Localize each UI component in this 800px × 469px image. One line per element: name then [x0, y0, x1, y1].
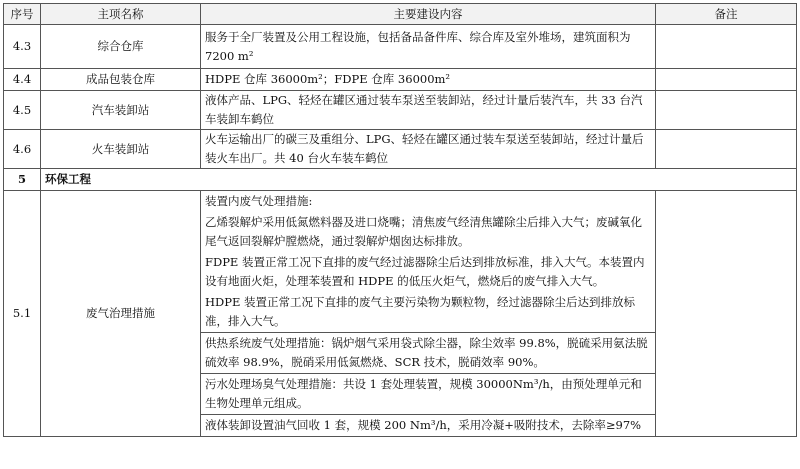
header-name: 主项名称 [41, 4, 201, 25]
header-content: 主要建设内容 [201, 4, 656, 25]
row-name: 汽车装卸站 [41, 91, 201, 130]
row-name: 成品包装仓库 [41, 69, 201, 91]
measure-block-loading [201, 414, 655, 436]
measure-no: 5.1 [4, 191, 41, 437]
measure-name: 废气治理措施 [41, 191, 201, 437]
section-title: 环保工程 [41, 169, 797, 191]
table-row [4, 91, 797, 130]
measure-block-plant [201, 191, 655, 332]
measure-block-sewage [201, 373, 655, 414]
measure-line: FDPE 装置正常工况下直排的废气经过滤器除尘后达到排放标准，排入大气。本装置内设有地面火炬，处理苯装置和 HDPE 的低压火炬气，燃烧后的废气排入大气。 [205, 255, 645, 288]
row-remark [656, 91, 797, 130]
row-name: 综合仓库 [41, 25, 201, 69]
table-row [4, 130, 797, 169]
row-remark [656, 25, 797, 69]
row-no: 4.5 [4, 91, 41, 130]
construction-content-table [3, 3, 797, 437]
measure-remark [656, 191, 797, 437]
row-name: 火车装卸站 [41, 130, 201, 169]
section-row [4, 169, 797, 191]
measure-line: 液体装卸设置油气回收 1 套，规模 200 Nm³/h，采用冷凝+吸附技术，去除率≥97% [205, 418, 642, 432]
row-remark [656, 69, 797, 91]
row-content: 液体产品、LPG、轻烃在罐区通过装车泵送至装卸站，经过计量后装汽车，共 33 台汽车装卸车鹤位 [201, 91, 656, 130]
row-content: 服务于全厂装置及公用工程设施，包括备品备件库、综合库及室外堆场，建筑面积为7200 m² [201, 25, 656, 69]
table-row [4, 69, 797, 91]
row-content: 火车运输出厂的碳三及重组分、LPG、轻烃在罐区通过装车泵送至装卸站，经过计量后装火车出厂。共 40 台火车装车鹤位 [201, 130, 656, 169]
row-no: 4.4 [4, 69, 41, 91]
header-no: 序号 [4, 4, 41, 25]
measure-row [4, 191, 797, 437]
measure-line: 装置内废气处理措施: [205, 194, 313, 208]
table-header-row [4, 4, 797, 25]
measure-block-heating [201, 332, 655, 373]
row-no: 4.3 [4, 25, 41, 69]
row-content: HDPE 仓库 36000m²；FDPE 仓库 36000m² [201, 69, 656, 91]
measure-line: 供热系统废气处理措施：锅炉烟气采用袋式除尘器，除尘效率 99.8%，脱硫采用氨法脱硫效率 98.9%，脱硝采用低氮燃烧、SCR 技术，脱硝效率 90%。 [205, 336, 648, 369]
measure-line: 污水处理场臭气处理措施：共设 1 套处理装置，规模 30000Nm³/h，由预处理单元和生物处理单元组成。 [205, 377, 642, 410]
row-no: 4.6 [4, 130, 41, 169]
header-remark: 备注 [656, 4, 797, 25]
measure-content [201, 191, 656, 437]
measure-line: HDPE 装置正常工况下直排的废气主要污染物为颗粒物，经过滤器除尘后达到排放标准，排入大气。 [205, 295, 636, 328]
measure-line: 乙烯裂解炉采用低氮燃料器及进口烧嘴；清焦废气经清焦罐除尘后排入大气；废碱氧化尾气返回裂解炉膛燃烧，通过裂解炉烟囱达标排放。 [205, 215, 642, 248]
table-row [4, 25, 797, 69]
row-remark [656, 130, 797, 169]
section-no: 5 [4, 169, 41, 191]
